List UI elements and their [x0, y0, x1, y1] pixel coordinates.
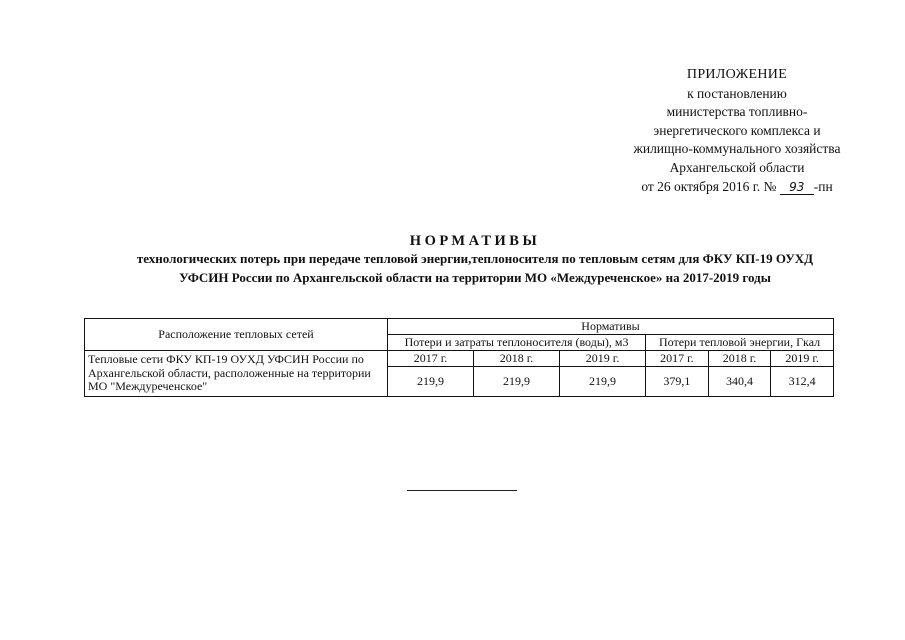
heat-loss-value: 312,4 — [771, 367, 834, 396]
appendix-line: к постановлению — [687, 85, 787, 101]
heat-loss-value: 379,1 — [646, 367, 709, 396]
water-loss-value: 219,9 — [388, 367, 474, 396]
appendix-date: от 26 октября 2016 г. № — [641, 178, 777, 194]
location-header: Расположение тепловых сетей — [85, 319, 388, 351]
year-header: 2019 г. — [771, 351, 834, 367]
water-loss-value: 219,9 — [474, 367, 560, 396]
heat-loss-value: 340,4 — [708, 367, 771, 396]
appendix-line: энергетического комплекса и — [653, 122, 821, 138]
heat-losses-header: Потери тепловой энергии, Гкал — [646, 335, 834, 351]
table-years-row — [85, 351, 834, 367]
resolution-number: 93 — [780, 180, 814, 195]
year-header: 2018 г. — [708, 351, 771, 367]
resolution-suffix: -пн — [813, 178, 833, 194]
appendix-dateline — [592, 178, 882, 197]
year-header: 2017 г. — [388, 351, 474, 367]
title-line-1: технологических потерь при передаче тепловой энергии,теплоносителя по тепловым сетям для ФКУ КП-19 ОУХД — [136, 251, 814, 266]
appendix-line: жилищно-коммунального хозяйства — [633, 141, 841, 157]
year-header: 2019 г. — [560, 351, 646, 367]
appendix-heading: ПРИЛОЖЕНИЕ — [686, 67, 788, 82]
footer-rule — [407, 490, 517, 491]
normatives-header: Нормативы — [388, 319, 834, 335]
normatives-table — [84, 318, 834, 397]
year-header: 2018 г. — [474, 351, 560, 367]
appendix-header — [592, 66, 882, 196]
appendix-line: министерства топливно- — [666, 104, 808, 120]
appendix-line: Архангельской области — [669, 159, 805, 175]
title-main: НОРМАТИВЫ — [409, 233, 541, 249]
table-header-row — [85, 319, 834, 335]
water-loss-value: 219,9 — [560, 367, 646, 396]
location-cell: Тепловые сети ФКУ КП-19 ОУХД УФСИН России по Архангельской области, расположенные на территории МО "Междуреченское" — [85, 351, 388, 397]
title-line-2: УФСИН России по Архангельской области на территории МО «Междуреченское» на 2017-2019 годы — [179, 269, 771, 285]
year-header: 2017 г. — [646, 351, 709, 367]
document-title — [40, 232, 905, 287]
water-losses-header: Потери и затраты теплоносителя (воды), м3 — [388, 335, 646, 351]
